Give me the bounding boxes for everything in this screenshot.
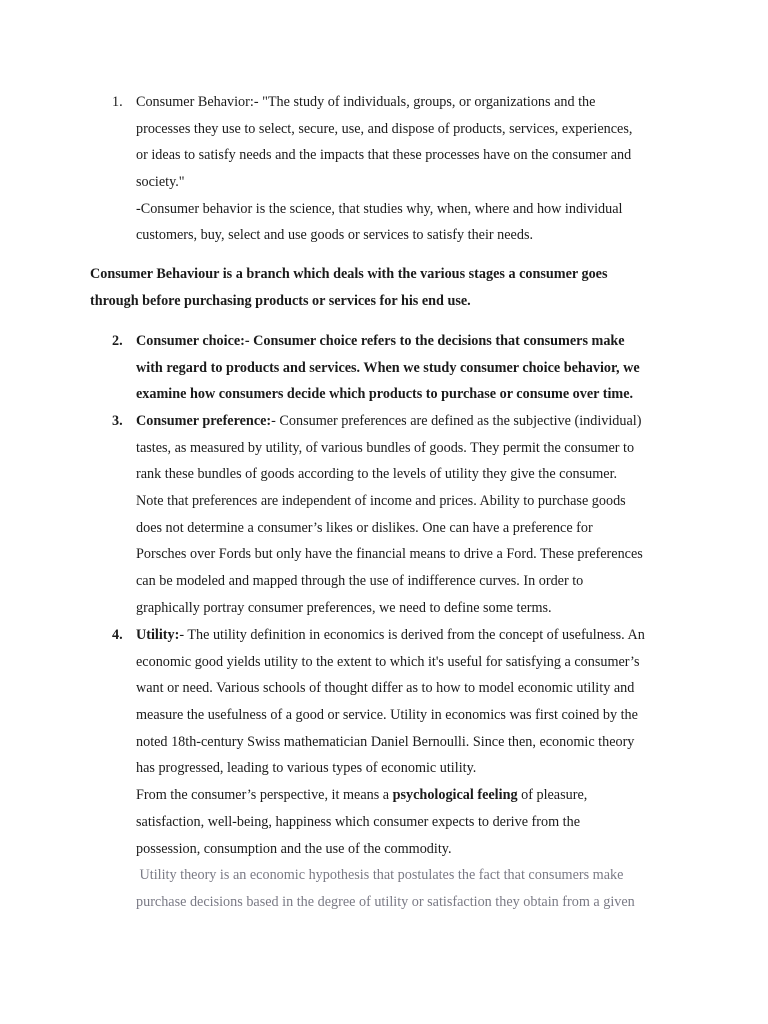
list-item-text [136, 622, 686, 916]
text-line: examine how consumers decide which products to purchase or consume over time. [136, 386, 634, 403]
text-line: customers, buy, select and use goods or services to satisfy their needs. [136, 227, 534, 244]
text-line: processes they use to select, secure, use, and dispose of products, services, experiences, [136, 120, 633, 137]
text-line: purchase decisions based in the degree of utility or satisfaction they obtain from a given [136, 893, 635, 910]
perspective-text: From the consumer’s perspective, it means a [136, 787, 393, 804]
emphasis-text: psychological feeling [392, 787, 518, 804]
summary-paragraph [90, 261, 690, 314]
list-number: 4. [112, 627, 123, 643]
text-line: with regard to products and services. When we study consumer choice behavior, we [136, 359, 640, 376]
text-line: society." [136, 174, 185, 191]
text-line [136, 408, 686, 435]
list-item-text [136, 328, 686, 408]
perspective-text: of pleasure, [517, 787, 588, 804]
text-line: Consumer Behavior:- "The study of individuals, groups, or organizations and the [136, 94, 596, 110]
text-line [136, 622, 686, 649]
term-label: Consumer preference: [136, 413, 272, 429]
text-line: does not determine a consumer’s likes or dislikes. One can have a preference for [136, 519, 593, 536]
text-line: rank these bundles of goods according to the levels of utility they give the consumer. [136, 466, 618, 483]
text-line: measure the usefulness of a good or service. Utility in economics was first coined by the [136, 707, 638, 724]
text-line: Note that preferences are independent of income and prices. Ability to purchase goods [136, 493, 626, 510]
text-line: or ideas to satisfy needs and the impacts that these processes have on the consumer and [136, 147, 632, 164]
text-line: want or need. Various schools of thought differ as to how to model economic utility and [136, 680, 635, 697]
text-line [136, 782, 686, 809]
text-line: Consumer Behaviour is a branch which deals with the various stages a consumer goes [90, 266, 608, 282]
text-line: satisfaction, well-being, happiness which consumer expects to derive from the [136, 813, 581, 830]
list-number: 1. [112, 94, 123, 110]
text-line: Porsches over Fords but only have the financial means to drive a Ford. These preferences [136, 546, 643, 563]
list-number: 2. [112, 333, 123, 349]
text-line: -Consumer behavior is the science, that studies why, when, where and how individual [136, 200, 623, 217]
text-line: has progressed, leading to various types of economic utility. [136, 760, 477, 777]
text-line: through before purchasing products or services for his end use. [90, 292, 471, 309]
term-label: Utility: [136, 627, 180, 643]
list-item-text [136, 89, 686, 249]
text-line: possession, consumption and the use of the commodity. [136, 840, 452, 857]
text-line: graphically portray consumer preferences, we need to define some terms. [136, 599, 552, 616]
text-line: economic good yields utility to the extent to which it's useful for satisfying a consumer’s [136, 653, 640, 670]
term-definition: - The utility definition in economics is derived from the concept of usefulness. An [179, 627, 645, 643]
list-item-text [136, 408, 686, 622]
text-line: Utility theory is an economic hypothesis that postulates the fact that consumers make [136, 867, 624, 884]
text-line: tastes, as measured by utility, of various bundles of goods. They permit the consumer to [136, 439, 635, 456]
list-number: 3. [112, 413, 123, 429]
text-line: Consumer choice:- Consumer choice refers to the decisions that consumers make [136, 333, 625, 349]
term-definition: - Consumer preferences are defined as the subjective (individual) [271, 413, 642, 429]
text-line: noted 18th-century Swiss mathematician Daniel Bernoulli. Since then, economic theory [136, 733, 635, 750]
text-line: can be modeled and mapped through the use of indifference curves. In order to [136, 573, 584, 590]
